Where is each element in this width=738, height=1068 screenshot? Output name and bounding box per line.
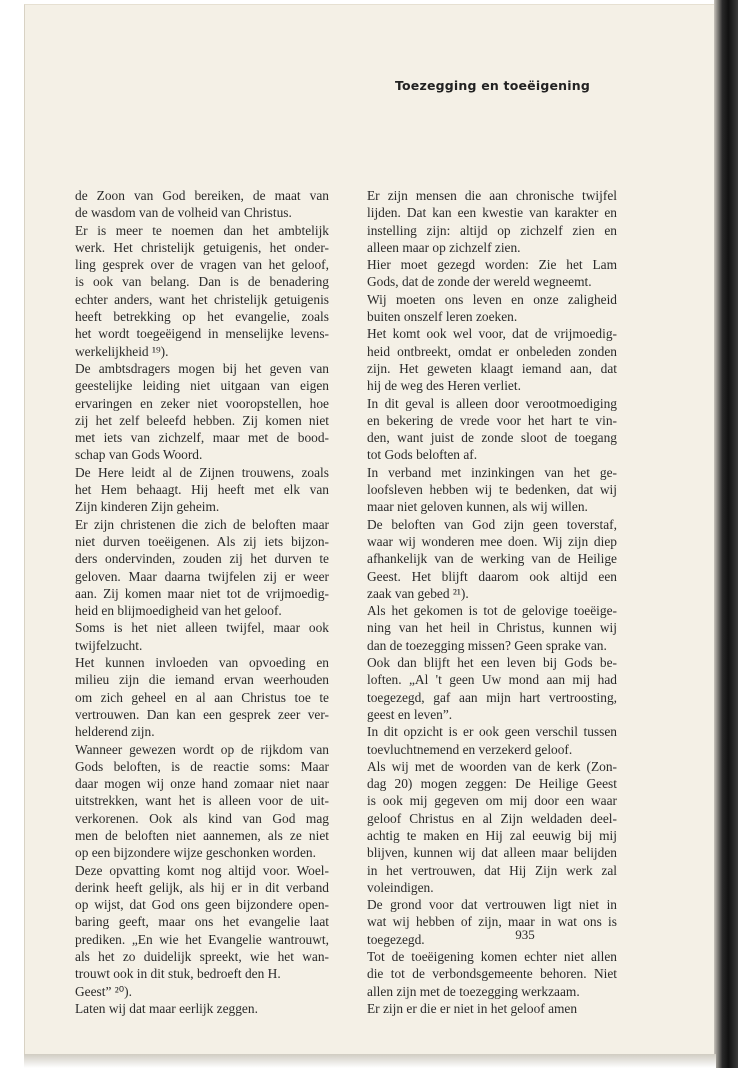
text-line: schap van Gods Woord. <box>75 447 203 463</box>
book-spine-shadow <box>714 0 738 1068</box>
text-line: dag 20) mogen zeggen: De Heilige Geest <box>367 776 617 792</box>
text-line: achtig te maken en Hij zal eeuwig bij mij <box>367 827 617 843</box>
text-line: is ook mij gegeven om mij door een waar <box>367 793 617 809</box>
text-line: ling gesprek over de vragen van het geloof, <box>75 257 329 273</box>
text-line: instelling zijn: altijd op zichzelf zien en <box>367 222 617 238</box>
text-line: toevluchtnemend en verzekerd geloof. <box>367 741 573 757</box>
text-line: in het vertrouwen, dat Hij Zijn werk zal <box>367 862 617 878</box>
text-line: Wanneer gewezen wordt op de rijkdom van <box>75 741 329 757</box>
text-line: heeft betrekking op het evangelie, zoals <box>75 309 329 325</box>
text-line: echter anders, want het christelijk getuigenis <box>75 291 329 307</box>
text-line: helderend zijn. <box>75 724 155 740</box>
text-line: Het komt ook wel voor, dat de vrijmoedig- <box>367 326 617 342</box>
text-line: verkorenen. Ook als kind van God mag <box>75 810 329 826</box>
text-line: milieu zijn die iemand ervan weerhouden <box>75 672 329 688</box>
page-number: 935 <box>515 927 535 942</box>
left-text-column <box>75 187 329 1017</box>
text-line: tot Gods beloften af. <box>367 447 478 463</box>
text-line: Er zijn er die er niet in het geloof amen <box>367 1000 578 1016</box>
text-line: den, want juist de zonde sloot de toegang <box>367 430 617 446</box>
text-line: toegezegd, gaf aan mijn hart vertroosting, <box>367 689 617 705</box>
text-line: geloven. Maar daarna twijfelen zij er weer <box>75 568 329 584</box>
text-line: zijn. Het geweten klaagt iemand aan, dat <box>367 360 617 376</box>
text-line: Het kunnen invloeden van opvoeding en <box>75 655 329 671</box>
text-line: Ook dan blijft het een leven bij Gods be- <box>367 655 617 671</box>
text-line: en bekering de vrede voor het hart te vin- <box>367 412 617 428</box>
text-line: die tot de verbondsgemeente behoren. Niet <box>367 966 617 982</box>
text-line: De grond voor dat vertrouwen ligt niet in <box>367 897 617 913</box>
text-line: niet durven toeëigenen. Als zij iets bijzon- <box>75 533 329 549</box>
text-line: Hier moet gezegd worden: Zie het Lam <box>367 257 617 273</box>
text-line: wat wij hebben of zijn, maar in wat ons is <box>367 914 617 930</box>
text-line: loften. „Al 't geen Uw mond aan mij had <box>367 672 617 688</box>
text-line: Er zijn christenen die zich de beloften maar <box>75 516 329 532</box>
text-line: Gods beloften, is de reactie soms: Maar <box>75 758 329 774</box>
text-line: De Here leidt al de Zijnen trouwens, zoals <box>75 464 329 480</box>
text-line: Als het gekomen is tot de gelovige toeëige- <box>367 603 617 619</box>
text-line: In dit opzicht is er ook geen verschil tussen <box>367 724 617 740</box>
text-line: ning van het heil in Christus, kunnen wij <box>367 620 617 636</box>
text-line: aan. Zij komen maar niet tot de vrijmoedig- <box>75 585 329 601</box>
text-line: hij de weg des Heren verliet. <box>367 378 521 394</box>
text-line: maar niet geloven kunnen, als wij willen. <box>367 499 588 515</box>
text-line: In dit geval is alleen door verootmoediging <box>367 395 617 411</box>
text-line: Laten wij dat maar eerlijk zeggen. <box>75 1000 258 1016</box>
text-line: de Zoon van God bereiken, de maat van <box>75 188 329 203</box>
text-line: werkelijkheid ¹⁹). <box>75 343 169 359</box>
text-line: geloof Christus en al Zijn weldaden deel- <box>367 810 617 826</box>
text-line: buiten onszelf leren zoeken. <box>367 309 518 325</box>
text-line: De beloften van God zijn geen toverstaf, <box>367 516 617 532</box>
text-line: het Hem behaagt. Hij heeft met elk van <box>75 482 329 498</box>
text-line: om zich geheel en al aan Christus toe te <box>75 689 329 705</box>
text-line: trouwt ook in dit stuk, bedroeft den H. <box>75 966 281 982</box>
text-line: toegezegd. <box>367 931 425 947</box>
right-text-column <box>367 187 617 1017</box>
text-line: op wijst, dat God ons geen bijzondere open- <box>75 897 329 913</box>
text-line: Er zijn mensen die aan chronische twijfel <box>367 188 617 203</box>
text-line: Wij moeten ons leven en onze zaligheid <box>367 291 617 307</box>
text-line: allen zijn met de toezegging werkzaam. <box>367 983 580 999</box>
text-line: vertrouwen. Dan kan een gesprek zeer ver- <box>75 706 329 722</box>
text-line: afhankelijk van de werking van de Heilige <box>367 551 617 567</box>
text-line: dan de toezegging missen? Geen sprake van. <box>367 637 607 653</box>
text-line: In verband met inzinkingen van het ge- <box>367 464 617 480</box>
text-line: uitstrekken, want het is alleen voor de uit- <box>75 793 329 809</box>
text-line: op een bijzondere wijze geschonken worden. <box>75 845 316 861</box>
text-line: loofsleven hebben wij te bedenken, dat wij <box>367 482 617 498</box>
text-line: daar mogen wij onze hand zomaar niet naar <box>75 776 329 792</box>
text-line: waar wij wonderen mee doen. Wij zijn diep <box>367 533 617 549</box>
text-line: De ambtsdragers mogen bij het geven van <box>75 360 329 376</box>
text-line: alleen maar op zichzelf zien. <box>367 239 521 255</box>
text-line: voleindigen. <box>367 879 434 895</box>
text-line: blijven, kunnen wij dat alleen maar belijden <box>367 845 617 861</box>
text-line: met iets van zichzelf, maar met de bood- <box>75 430 329 446</box>
text-line: Geest. Het blijft daarom ook altijd een <box>367 568 617 584</box>
text-line: is ook van belang. Dan is de benadering <box>75 274 329 290</box>
text-line: men de beloften niet aannemen, als ze niet <box>75 827 329 843</box>
text-line: Als wij met de woorden van de kerk (Zon- <box>367 758 617 774</box>
text-line: werk. Het christelijk getuigenis, het onder- <box>75 239 329 255</box>
text-line: lijden. Dat kan een kwestie van karakter en <box>367 205 617 221</box>
text-line: als het zo duidelijk spreekt, wie het wan- <box>75 949 329 965</box>
text-line: derink heeft gelijk, als hij er in dit verband <box>75 879 329 895</box>
text-line: Geest” ²⁰). <box>75 983 132 999</box>
text-line: Soms is het niet alleen twijfel, maar ook <box>75 620 329 636</box>
running-header: Toezegging en toeëigening <box>394 78 590 93</box>
text-line: geest en leven”. <box>367 706 453 722</box>
text-line: zij het zelf beleefd hebben. Zij komen niet <box>75 412 329 428</box>
text-line: ervaringen en zeker niet vooropstellen, hoe <box>75 395 329 411</box>
text-line: baring geeft, maar ons het evangelie laat <box>75 914 329 930</box>
text-line: heid ontbreekt, omdat er onbeleden zonden <box>367 343 617 359</box>
text-line: twijfelzucht. <box>75 637 143 653</box>
text-line: Er is meer te noemen dan het ambtelijk <box>75 222 329 238</box>
text-line: Tot de toeëigening komen echter niet allen <box>367 949 617 965</box>
text-line: het wordt toegeëigend in menselijke levens- <box>75 326 329 342</box>
text-line: Zijn kinderen Zijn geheim. <box>75 499 220 515</box>
text-line: Deze opvatting komt nog altijd voor. Woel- <box>75 862 329 878</box>
text-line: zaak van gebed ²¹). <box>367 585 469 601</box>
text-line: Gods, dat de zonde der wereld wegneemt. <box>367 274 592 290</box>
page-bottom-shadow <box>24 1054 716 1068</box>
text-line: de wasdom van de volheid van Christus. <box>75 205 292 221</box>
text-line: ders ondervinden, zouden zij het durven te <box>75 551 329 567</box>
text-line: heid en blijmoedigheid van het geloof. <box>75 603 282 619</box>
text-line: geestelijke leiding niet uitgaan van eigen <box>75 378 329 394</box>
text-line: prediken. „En wie het Evangelie wantrouwt, <box>75 931 329 947</box>
